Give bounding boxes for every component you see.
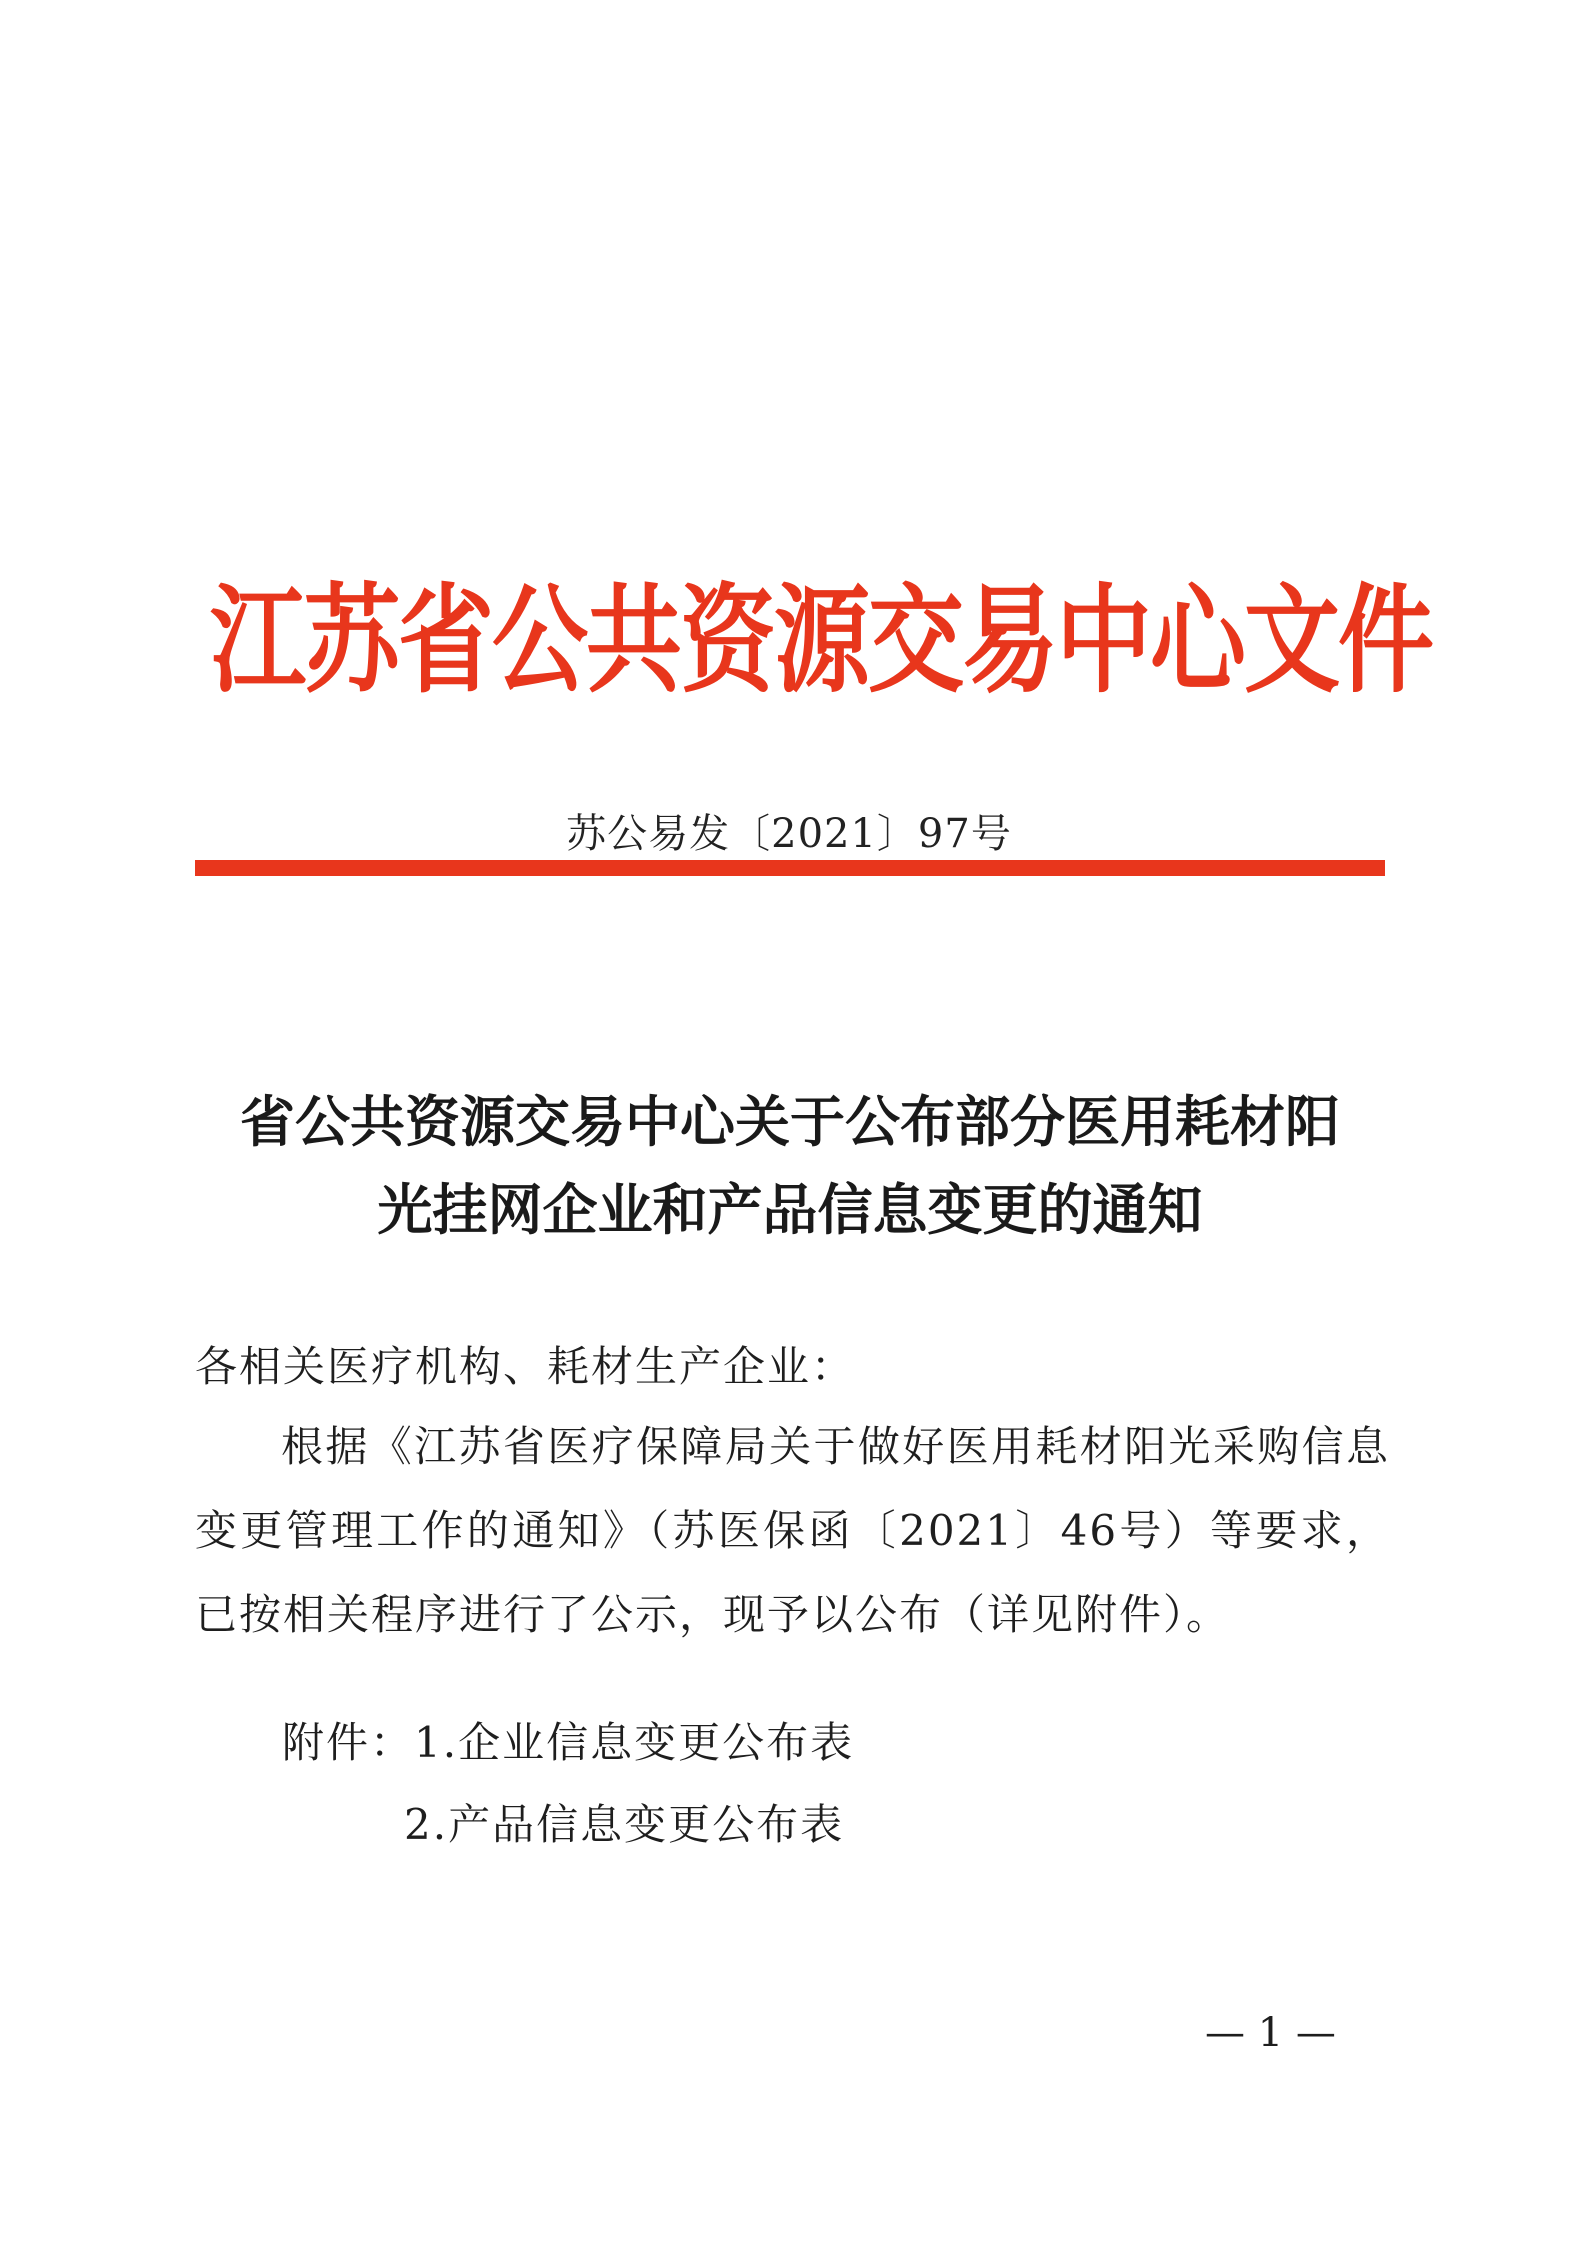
attachment-1-text: 1.企业信息变更公布表 — [414, 1718, 855, 1767]
letterhead-title: 江苏省公共资源交易中心文件 — [210, 572, 1432, 710]
attachment-label: 附件： — [282, 1718, 415, 1767]
red-divider-line — [195, 860, 1385, 876]
notice-title-line-2: 光挂网企业和产品信息变更的通知 — [377, 1178, 1203, 1242]
notice-title-line-1: 省公共资源交易中心关于公布部分医用耗材阳 — [239, 1090, 1340, 1154]
attachment-item-1 — [282, 1710, 854, 1770]
page-number: — 1 — — [1205, 2010, 1336, 2056]
notice-title — [190, 1078, 1390, 1254]
attachment-item-2: 2.产品信息变更公布表 — [404, 1800, 845, 1849]
salutation: 各相关医疗机构、耗材生产企业： — [195, 1342, 856, 1391]
body-paragraph: 根据《江苏省医疗保障局关于做好医用耗材阳光采购信息变更管理工作的通知》（苏医保函〔2021〕46号）等要求，已按相关程序进行了公示，现予以公布（详见附件）。 — [195, 1422, 1390, 1639]
document-number: 苏公易发〔2021〕97号 — [566, 811, 1012, 857]
